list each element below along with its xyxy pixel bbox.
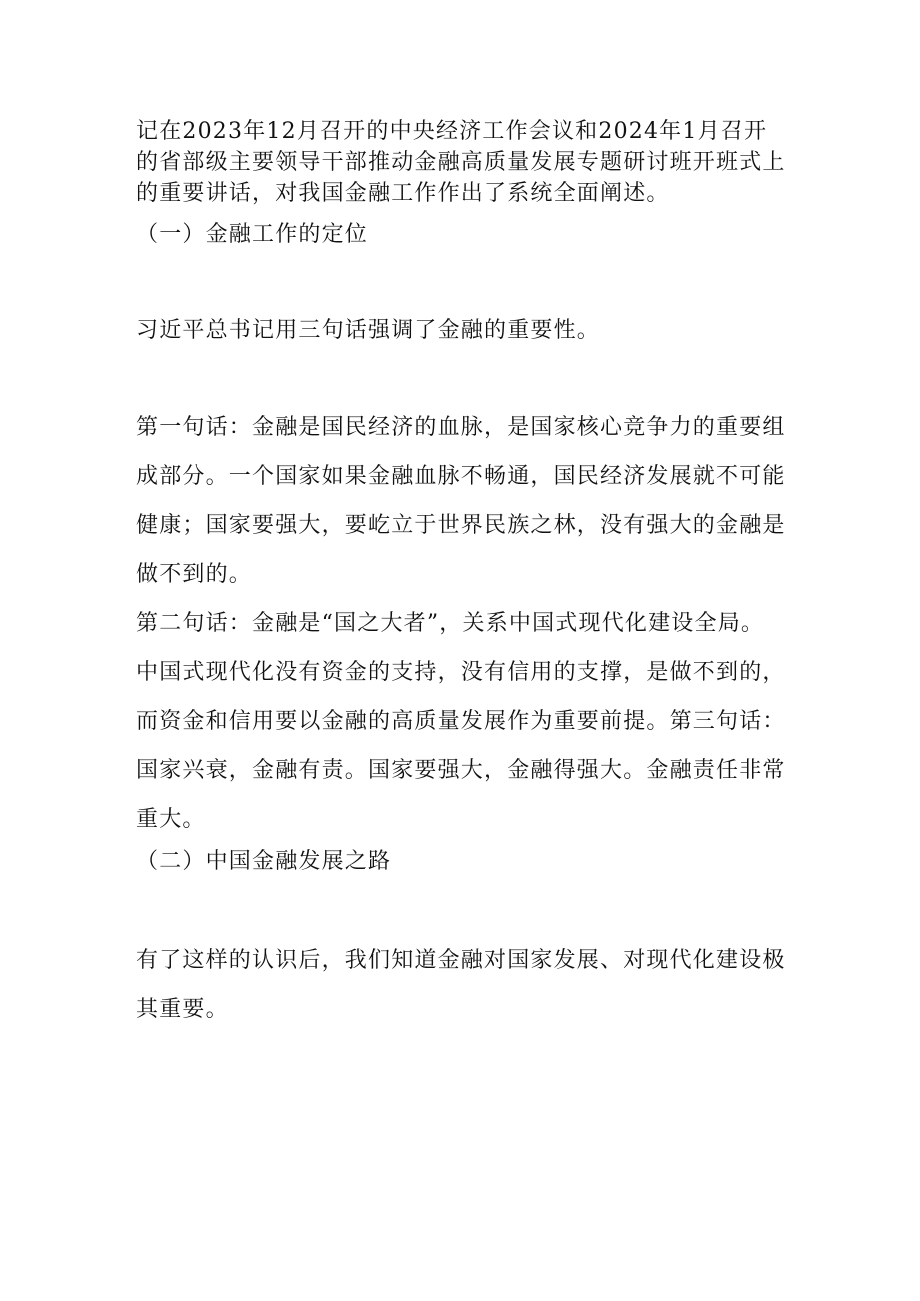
paragraph-second-third-sentence: 第二句话：金融是“国之大者”，关系中国式现代化建设全局。中国式现代化没有资金的支持，没有信用的支撑，是做不到的，而资金和信用要以金融的高质量发展作为重要前提。第三句话：国家兴衰，金融有责。国家要强大，金融得强大。金融责任非常重大。 [136,611,786,832]
intro-paragraph: 记在2023年12月召开的中央经济工作会议和2024年1月召开的省部级主要领导干部推动金融高质量发展专题研讨班开班式上的重要讲话，对我国金融工作作出了系统全面阐述。 [136,119,786,206]
paragraph-first-sentence: 第一句话：金融是国民经济的血脉，是国家核心竞争力的重要组成部分。一个国家如果金融血脉不畅通，国民经济发展就不可能健康；国家要强大，要屹立于世界民族之林，没有强大的金融是做不到的。 [136,415,786,587]
paragraph-importance: 习近平总书记用三句话强调了金融的重要性。 [136,318,601,343]
paragraph-conclusion: 有了这样的认识后，我们知道金融对国家发展、对现代化建设极其重要。 [136,948,786,1022]
section-2-heading: （二）中国金融发展之路 [136,849,392,874]
section-1-heading: （一）金融工作的定位 [136,222,369,247]
